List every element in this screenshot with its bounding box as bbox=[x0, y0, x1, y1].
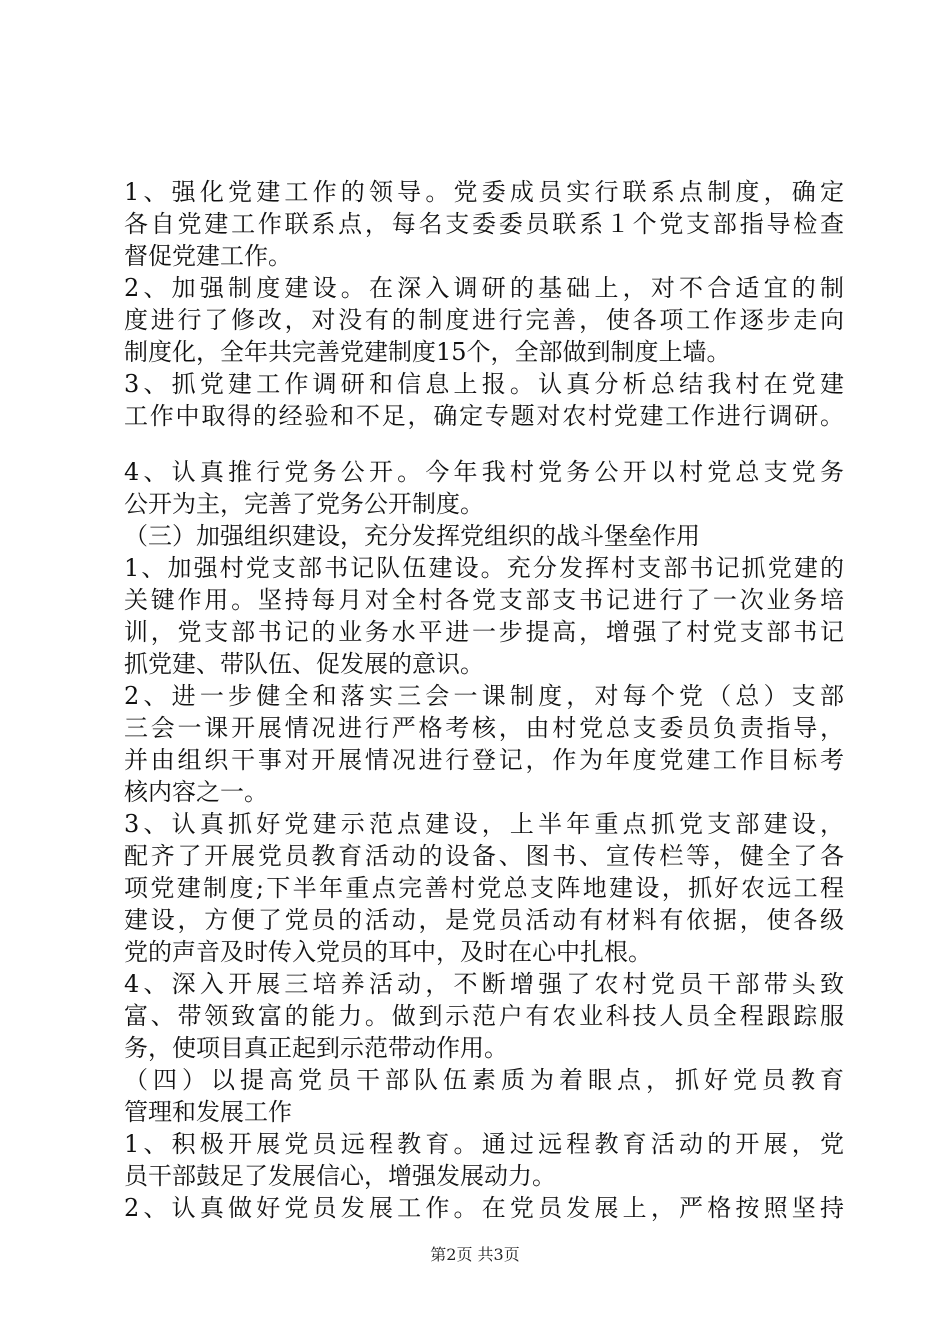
text-line: 并由组织干事对开展情况进行登记，作为年度党建工作目标考 bbox=[124, 746, 844, 774]
text-line: 1、积极开展党员远程教育。通过远程教育活动的开展，党 bbox=[124, 1130, 844, 1158]
text-line: 党的声音及时传入党员的耳中，及时在心中扎根。 bbox=[124, 938, 652, 966]
text-line: 各自党建工作联系点，每名支委委员联系１个党支部指导检查 bbox=[124, 210, 844, 238]
section-heading: 管理和发展工作 bbox=[124, 1098, 292, 1126]
text-line: 建设，方便了党员的活动，是党员活动有材料有依据，使各级 bbox=[124, 906, 844, 934]
text-line: 2、认真做好党员发展工作。在党员发展上，严格按照坚持 bbox=[124, 1194, 844, 1222]
text-line: 抓党建、带队伍、促发展的意识。 bbox=[124, 650, 484, 678]
text-line: 训，党支部书记的业务水平进一步提高，增强了村党支部书记 bbox=[124, 618, 844, 646]
text-line: 1、强化党建工作的领导。党委成员实行联系点制度，确定 bbox=[124, 178, 844, 206]
text-line: 1、加强村党支部书记队伍建设。充分发挥村支部书记抓党建的 bbox=[124, 554, 844, 582]
text-line: 核内容之一。 bbox=[124, 778, 268, 806]
text-line: 务，使项目真正起到示范带动作用。 bbox=[124, 1034, 508, 1062]
section-heading: （三）加强组织建设，充分发挥党组织的战斗堡垒作用 bbox=[124, 522, 700, 550]
text-line: 2、加强制度建设。在深入调研的基础上，对不合适宜的制 bbox=[124, 274, 844, 302]
text-line: 3、认真抓好党建示范点建设，上半年重点抓党支部建设， bbox=[124, 810, 844, 838]
text-line: 公开为主，完善了党务公开制度。 bbox=[124, 490, 484, 518]
text-line: 4、认真推行党务公开。今年我村党务公开以村党总支党务 bbox=[124, 458, 844, 486]
text-line: 4、深入开展三培养活动，不断增强了农村党员干部带头致 bbox=[124, 970, 844, 998]
text-line: 3、抓党建工作调研和信息上报。认真分析总结我村在党建 bbox=[124, 370, 844, 398]
text-line: 工作中取得的经验和不足，确定专题对农村党建工作进行调研。 bbox=[124, 402, 844, 430]
text-line: 三会一课开展情况进行严格考核，由村党总支委员负责指导， bbox=[124, 714, 844, 742]
text-line: 度进行了修改，对没有的制度进行完善，使各项工作逐步走向 bbox=[124, 306, 844, 334]
page-number: 第2页 共3页 bbox=[430, 1245, 520, 1264]
text-line: 督促党建工作。 bbox=[124, 242, 292, 270]
text-line: 配齐了开展党员教育活动的设备、图书、宣传栏等，健全了各 bbox=[124, 842, 844, 870]
text-line: 2、进一步健全和落实三会一课制度，对每个党（总）支部 bbox=[124, 682, 844, 710]
text-line: 员干部鼓足了发展信心，增强发展动力。 bbox=[124, 1162, 556, 1190]
text-line: 项党建制度;下半年重点完善村党总支阵地建设，抓好农远工程 bbox=[124, 874, 844, 902]
text-line: 制度化，全年共完善党建制度15个，全部做到制度上墙。 bbox=[124, 338, 731, 366]
text-line: 富、带领致富的能力。做到示范户有农业科技人员全程跟踪服 bbox=[124, 1002, 844, 1030]
text-line: 关键作用。坚持每月对全村各党支部支书记进行了一次业务培 bbox=[124, 586, 844, 614]
section-heading: （四）以提高党员干部队伍素质为着眼点，抓好党员教育 bbox=[124, 1066, 844, 1094]
